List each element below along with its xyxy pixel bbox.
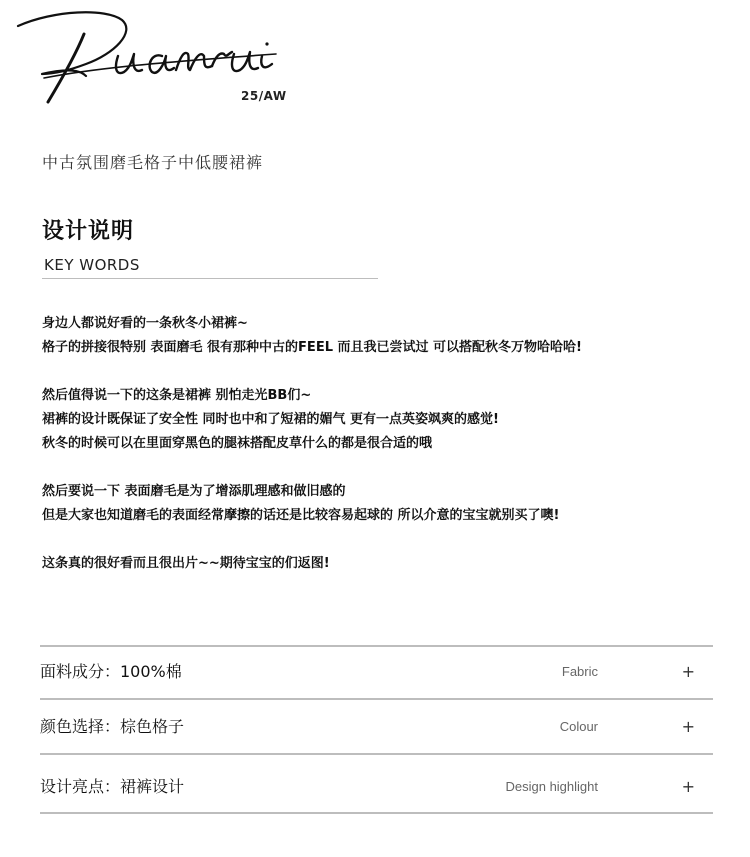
design-section-title: 设计说明 <box>42 219 135 244</box>
description-line: 裙裤的设计既保证了安全性 同时也中和了短裙的媚气 更有一点英姿飒爽的感觉! <box>42 412 499 427</box>
spec-label: 面料成分：100%棉 <box>40 662 182 681</box>
keywords-divider <box>42 278 378 279</box>
description-line: 秋冬的时候可以在里面穿黑色的腿袜搭配皮草什么的都是很合适的哦 <box>42 436 433 451</box>
paragraph-gap <box>42 528 722 552</box>
description-line: 这条真的很好看而且很出片~~期待宝宝的们返图! <box>42 556 330 571</box>
spec-label: 颜色选择：棕色格子 <box>40 717 185 736</box>
expand-plus-icon[interactable]: + <box>681 777 695 796</box>
keywords-label: KEY WORDS <box>44 256 140 274</box>
description-line: 但是大家也知道磨毛的表面经常摩擦的话还是比较容易起球的 所以介意的宝宝就别买了噢! <box>42 508 560 523</box>
design-description <box>42 312 722 576</box>
spec-label: 设计亮点：裙裤设计 <box>40 777 185 796</box>
description-line: 然后要说一下 表面磨毛是为了增添肌理感和做旧感的 <box>42 484 346 499</box>
spec-divider <box>40 753 713 755</box>
paragraph-gap <box>42 360 722 384</box>
spec-divider <box>40 645 713 647</box>
spec-english-label: Fabric <box>561 664 598 679</box>
spec-row-fabric[interactable] <box>40 652 713 692</box>
description-line: 然后值得说一下的这条是裙裤 别怕走光BB们~ <box>42 388 312 403</box>
description-line: 格子的拼接很特别 表面磨毛 很有那种中古的FEEL 而且我已尝试过 可以搭配秋冬万物哈哈哈! <box>42 340 582 355</box>
spec-english-label: Colour <box>559 719 598 734</box>
expand-plus-icon[interactable]: + <box>681 717 695 736</box>
spec-row-colour[interactable] <box>40 707 713 747</box>
expand-plus-icon[interactable]: + <box>681 662 695 681</box>
spec-english-label: Design highlight <box>505 779 598 794</box>
paragraph-gap <box>42 456 722 480</box>
product-title: 中古氛围磨毛格子中低腰裙裤 <box>42 153 264 172</box>
spec-divider <box>40 812 713 814</box>
season-label: 25/AW <box>241 89 287 103</box>
description-line: 身边人都说好看的一条秋冬小裙裤~ <box>42 316 248 331</box>
spec-divider <box>40 698 713 700</box>
spec-row-design-highlight[interactable] <box>40 767 713 807</box>
